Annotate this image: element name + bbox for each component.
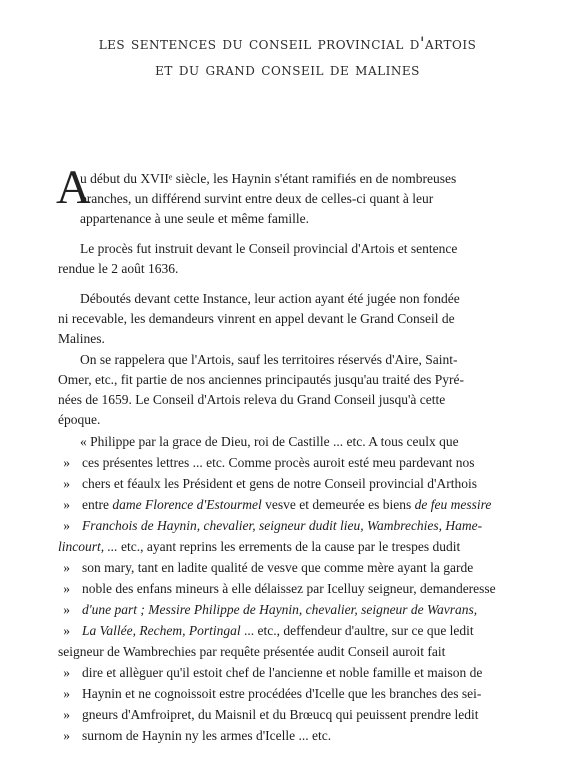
- quote-line-1: [80, 433, 459, 451]
- quote-cont-mark: »: [63, 581, 70, 596]
- p2-line-2: rendue le 2 août 1636.: [58, 261, 179, 276]
- p4-line-2: Omer, etc., fit partie de nos anciennes principautés jusqu'au traité des Pyré-: [58, 372, 465, 387]
- p4-line-4: époque.: [58, 412, 101, 427]
- quote-line-1-text: Philippe par la grace de Dieu, roi de Castille ... etc. A tous ceulx que: [90, 434, 459, 449]
- italic-run: dame Florence d'Estourmel: [112, 497, 262, 512]
- quote-line-7-text: son mary, tant en ladite qualité de vesve que comme mère ayant la garde: [82, 560, 474, 575]
- text-run: etc., ayant reprins les errements de la cause par le trespes dudit: [117, 539, 461, 554]
- quote-line-6-text: [58, 538, 460, 556]
- quote-line-2-text: ces présentes lettres ... etc. Comme procès auroit esté meu pardevant nos: [82, 455, 475, 470]
- quote-line-11-text: seigneur de Wambrechies par requête présentée audit Conseil auroit fait: [58, 644, 446, 659]
- quote-cont-mark: »: [63, 686, 70, 701]
- quote-cont-mark: »: [63, 476, 70, 491]
- italic-run: lincourt, ...: [58, 539, 118, 554]
- quote-line-9-text: d'une part ; Messire Philippe de Haynin, chevalier, seigneur de Wavrans,: [82, 602, 478, 617]
- quote-cont-mark: »: [63, 602, 70, 617]
- quote-line-4-text: [82, 496, 491, 514]
- quote-line-13-text: Haynin et ne cognoissoit estre procédées d'Icelle que les branches des sei-: [82, 686, 482, 701]
- p4-line-1: On se rappelera que l'Artois, sauf les territoires réservés d'Aire, Saint-: [80, 352, 458, 367]
- title-line-2: et du grand conseil de malines: [155, 60, 420, 80]
- text-run: ... etc., deffendeur d'aultre, sur ce que ledit: [240, 623, 474, 638]
- italic-run: de feu messire: [414, 497, 492, 512]
- quote-cont-mark: »: [63, 518, 70, 533]
- p1-line-2: branches, un différend survint entre deux de celles-ci quant à leur: [80, 191, 434, 206]
- p1-line-3: appartenance à une seule et même famille.: [80, 211, 310, 226]
- quote-line-3-text: chers et féaulx les Président et gens de notre Conseil provincial d'Arthois: [82, 476, 477, 491]
- quote-open-mark: «: [80, 434, 87, 449]
- quote-cont-mark: »: [63, 707, 70, 722]
- p1-line-1: u début du XVIIᵉ siècle, les Haynin s'étant ramifiés en de nombreuses: [80, 171, 457, 186]
- quote-line-15-text: surnom de Haynin ny les armes d'Icelle ... etc.: [82, 728, 332, 743]
- italic-run: La Vallée, Rechem, Portingal: [82, 623, 241, 638]
- title-line-1: les sentences du conseil provincial d'artois: [98, 34, 477, 54]
- quote-line-12-text: dire et allèguer qu'il estoit chef de l'ancienne et noble famille et maison de: [82, 665, 483, 680]
- quote-line-5-text: Franchois de Haynin, chevalier, seigneur dudit lieu, Wambrechies, Hame-: [82, 518, 483, 533]
- text-run: entre: [82, 497, 113, 512]
- quote-cont-mark: »: [63, 728, 70, 743]
- p3-line-3: Malines.: [58, 331, 105, 346]
- p3-line-2: ni recevable, les demandeurs vinrent en appel devant le Grand Conseil de: [58, 311, 455, 326]
- quote-cont-mark: »: [63, 497, 70, 512]
- text-run: vesve et demeurée es biens: [261, 497, 415, 512]
- quote-line-8-text: noble des enfans mineurs à elle délaissez par Icelluy seigneur, demanderesse: [82, 581, 496, 596]
- p4-line-3: nées de 1659. Le Conseil d'Artois releva du Grand Conseil jusqu'à cette: [58, 392, 446, 407]
- p2-line-1: Le procès fut instruit devant le Conseil provincial d'Artois et sentence: [80, 241, 458, 256]
- drop-cap: A: [56, 161, 91, 214]
- quote-cont-mark: »: [63, 560, 70, 575]
- quote-cont-mark: »: [63, 455, 70, 470]
- quote-line-14-text: gneurs d'Amfroipret, du Maisnil et du Brœucq qui peuissent prendre ledit: [82, 707, 479, 722]
- quote-cont-mark: »: [63, 623, 70, 638]
- p3-line-1: Déboutés devant cette Instance, leur action ayant été jugée non fondée: [80, 291, 460, 306]
- quote-cont-mark: »: [63, 665, 70, 680]
- quote-line-10-text: [82, 622, 474, 640]
